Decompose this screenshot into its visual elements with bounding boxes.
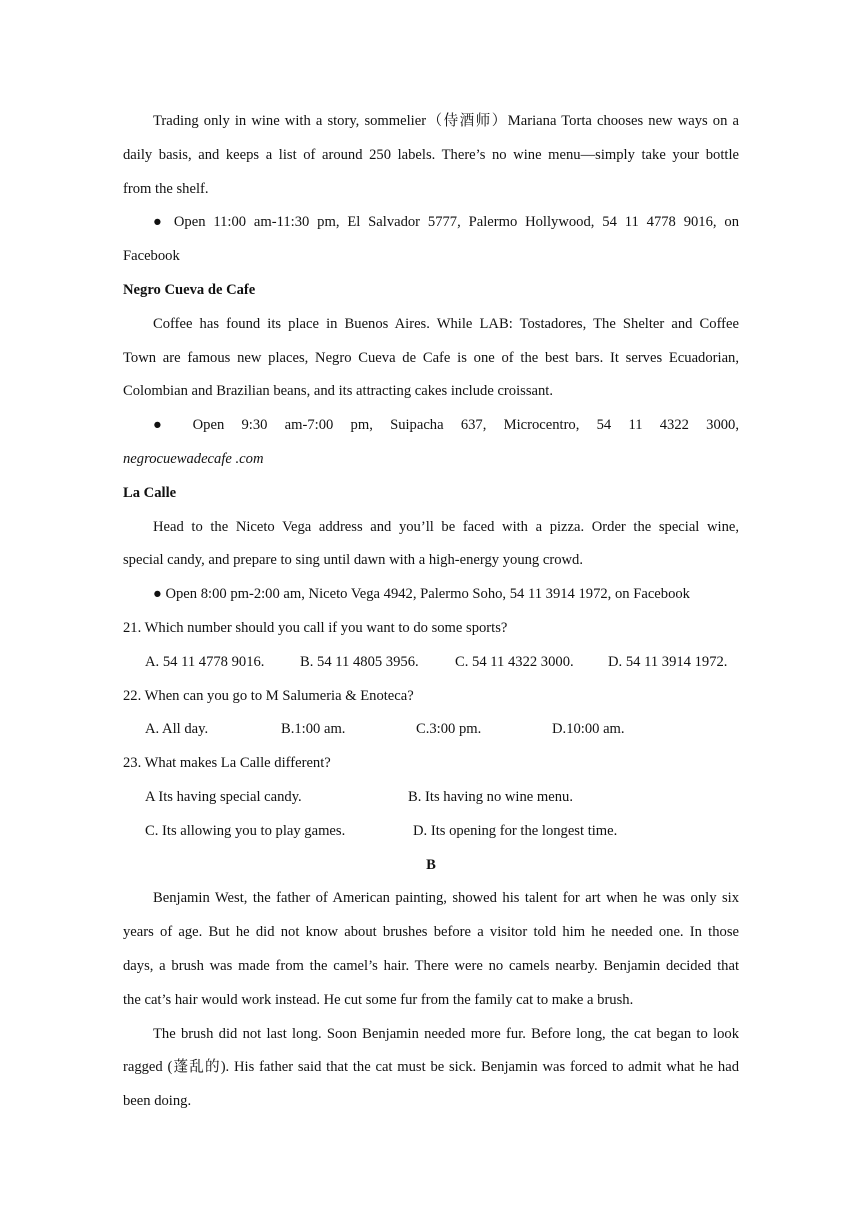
option-a: A Its having special candy.: [145, 788, 302, 805]
question-23-options-cd: [123, 815, 739, 849]
option-a: A. 54 11 4778 9016.: [145, 653, 265, 670]
option-c: C.3:00 pm.: [416, 721, 482, 738]
passage-a-p3-line-2: special candy, and prepare to sing until dawn with a high-energy young crowd.: [123, 552, 583, 569]
info-2-line-2: negrocuewadecafe .com: [123, 450, 264, 467]
question-22-stem: 22. When can you go to M Salumeria & Enoteca?: [123, 687, 414, 704]
passage-b-p1-line-4: the cat’s hair would work instead. He cut some fur from the family cat to make a brush.: [123, 991, 634, 1008]
option-b: B. Its having no wine menu.: [408, 788, 573, 805]
info-1-line-1: ● Open 11:00 am-11:30 pm, El Salvador 5777, Palermo Hollywood, 54 11 4778 9016, on: [153, 214, 739, 231]
option-c: C. Its allowing you to play games.: [145, 822, 346, 839]
passage-b-p1-line-3: days, a brush was made from the camel’s hair. There were no camels nearby. Benjamin decided that: [123, 957, 739, 974]
section-b-title: B: [426, 856, 436, 873]
passage-b-p2-line-2: ragged (蓬乱的). His father said that the cat must be sick. Benjamin was forced to admit what he had: [123, 1059, 739, 1076]
passage-b-p1-line-2: years of age. But he did not know about brushes before a visitor told him he needed one. In those: [123, 924, 739, 941]
info-2-line-1: ● Open 9:30 am-7:00 pm, Suipacha 637, Microcentro, 54 11 4322 3000,: [153, 417, 739, 434]
passage-a-p1-line-2: daily basis, and keeps a list of around 250 labels. There’s no wine menu—simply take your bottle: [123, 146, 739, 163]
document-page: [123, 105, 739, 1119]
passage-a-p1-line-1: Trading only in wine with a story, sommelier（侍酒师）Mariana Torta chooses new ways on a: [153, 113, 739, 129]
passage-a-p2-line-1: Coffee has found its place in Buenos Aires. While LAB: Tostadores, The Shelter and Coffee: [153, 315, 739, 332]
question-21-stem: 21. Which number should you call if you want to do some sports?: [123, 619, 508, 636]
passage-a-p3-line-1: Head to the Niceto Vega address and you’ll be faced with a pizza. Order the special wine,: [153, 518, 739, 535]
option-a: A. All day.: [145, 721, 209, 738]
passage-a-p2-line-3: Colombian and Brazilian beans, and its attracting cakes include croissant.: [123, 383, 553, 400]
option-d: D. Its opening for the longest time.: [413, 822, 618, 839]
passage-b-p2-line-1: The brush did not last long. Soon Benjamin needed more fur. Before long, the cat began to look: [153, 1025, 739, 1042]
option-b: B.1:00 am.: [281, 721, 346, 738]
option-b: B. 54 11 4805 3956.: [300, 653, 419, 670]
heading-la-calle: La Calle: [123, 484, 177, 501]
info-1-line-2: Facebook: [123, 248, 180, 265]
passage-a-p1-line-3: from the shelf.: [123, 180, 209, 197]
option-d: D. 54 11 3914 1972.: [608, 653, 728, 670]
question-23-stem: 23. What makes La Calle different?: [123, 755, 331, 772]
option-c: C. 54 11 4322 3000.: [455, 653, 574, 670]
passage-a-p2-line-2: Town are famous new places, Negro Cueva de Cafe is one of the best bars. It serves Ecuadorian,: [123, 349, 739, 366]
question-23-options-ab: [123, 781, 739, 815]
option-d: D.10:00 am.: [552, 721, 625, 738]
passage-b-p2-line-3: been doing.: [123, 1093, 192, 1110]
question-21-options: [123, 646, 739, 680]
passage-b-p1-line-1: Benjamin West, the father of American painting, showed his talent for art when he was only six: [153, 890, 739, 907]
info-3: ● Open 8:00 pm-2:00 am, Niceto Vega 4942, Palermo Soho, 54 11 3914 1972, on Facebook: [153, 586, 690, 603]
question-22-options: [123, 713, 739, 747]
heading-negro-cueva: Negro Cueva de Cafe: [123, 281, 256, 298]
